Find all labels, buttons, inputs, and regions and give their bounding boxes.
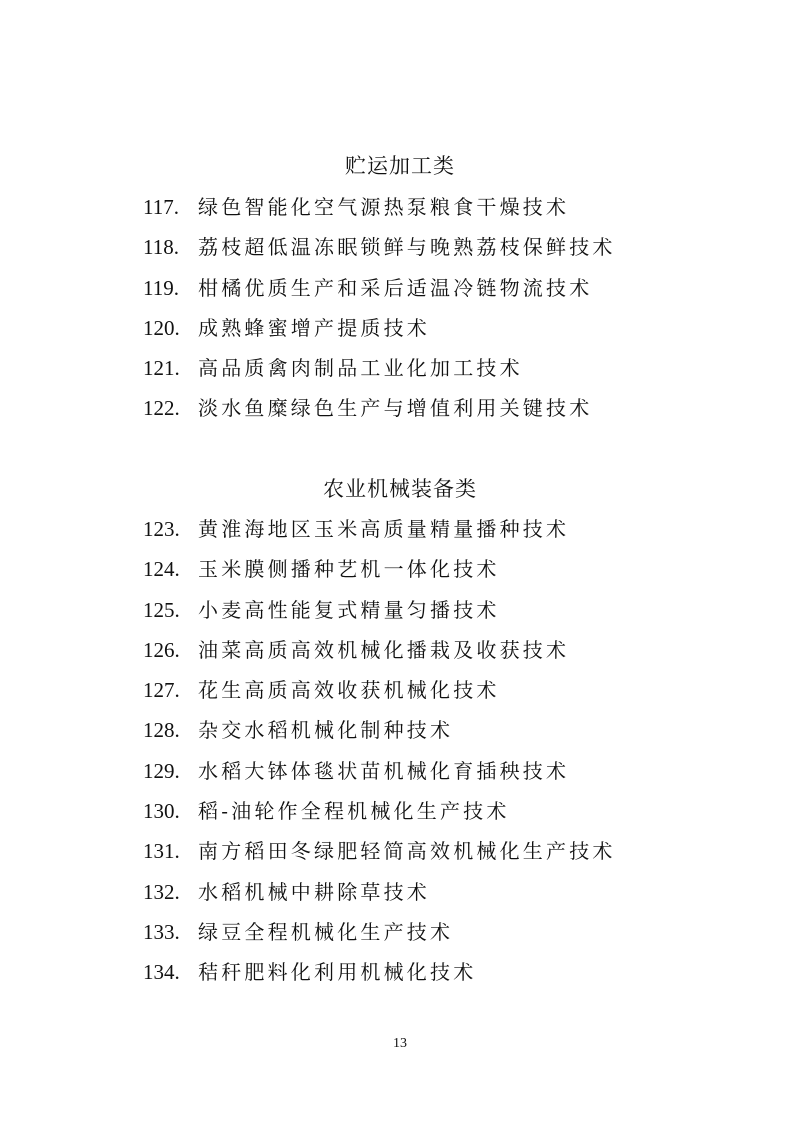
item-number: 124. [143,557,180,582]
technology-list-storage-processing [143,192,616,434]
list-item [143,957,616,997]
item-number: 118. [143,235,179,260]
item-text: 小麦高性能复式精量匀播技术 [198,597,500,622]
item-text: 水稻机械中耕除草技术 [198,879,430,904]
item-text: 黄淮海地区玉米高质量精量播种技术 [198,517,570,541]
item-text: 成熟蜂蜜增产提质技术 [198,315,430,340]
item-text: 南方稻田冬绿肥轻简高效机械化生产技术 [198,839,616,864]
technology-list-agricultural-machinery [143,514,616,998]
item-text: 荔枝超低温冻眠锁鲜与晚熟荔枝保鲜技术 [198,235,616,260]
item-number: 125. [143,597,180,622]
list-item [143,836,616,876]
item-text: 绿豆全程机械化生产技术 [198,919,454,944]
item-number: 134. [143,960,180,985]
list-item [143,756,616,796]
section-heading-agricultural-machinery: 农业机械装备类 [323,477,477,501]
list-item [143,595,616,635]
list-item [143,514,616,554]
list-item [143,192,616,232]
list-item [143,675,616,715]
item-number: 130. [143,799,180,824]
item-number: 133. [143,919,180,944]
page-number: 13 [393,1036,407,1051]
item-number: 119. [143,275,179,300]
item-text: 水稻大钵体毯状苗机械化育插秧技术 [198,758,570,783]
list-item [143,313,616,353]
list-item [143,273,616,313]
list-item [143,353,616,393]
item-number: 131. [143,839,180,864]
item-text: 淡水鱼糜绿色生产与增值利用关键技术 [198,396,593,421]
item-text: 花生高质高效收获机械化技术 [198,678,500,703]
item-text: 柑橘优质生产和采后适温冷链物流技术 [198,275,593,300]
item-number: 120. [143,315,180,340]
item-text: 杂交水稻机械化制种技术 [198,718,454,743]
item-text: 绿色智能化空气源热泵粮食干燥技术 [198,195,570,219]
item-text: 玉米膜侧播种艺机一体化技术 [198,557,500,582]
item-number: 123. [143,517,180,541]
list-item [143,715,616,755]
item-number: 126. [143,637,180,662]
item-number: 117. [143,195,179,219]
item-number: 129. [143,758,180,783]
list-item [143,877,616,917]
list-item [143,796,616,836]
item-number: 128. [143,718,180,743]
list-item [143,635,616,675]
item-number: 127. [143,678,180,703]
list-item [143,393,616,433]
item-number: 121. [143,356,180,381]
item-text: 高品质禽肉制品工业化加工技术 [198,356,523,381]
list-item [143,232,616,272]
item-text: 稻-油轮作全程机械化生产技术 [198,799,510,824]
item-number: 122. [143,396,180,421]
section-heading-storage-processing: 贮运加工类 [345,154,455,178]
item-text: 秸秆肥料化利用机械化技术 [198,960,477,985]
list-item [143,917,616,957]
item-number: 132. [143,879,180,904]
list-item [143,554,616,594]
item-text: 油菜高质高效机械化播栽及收获技术 [198,637,570,662]
